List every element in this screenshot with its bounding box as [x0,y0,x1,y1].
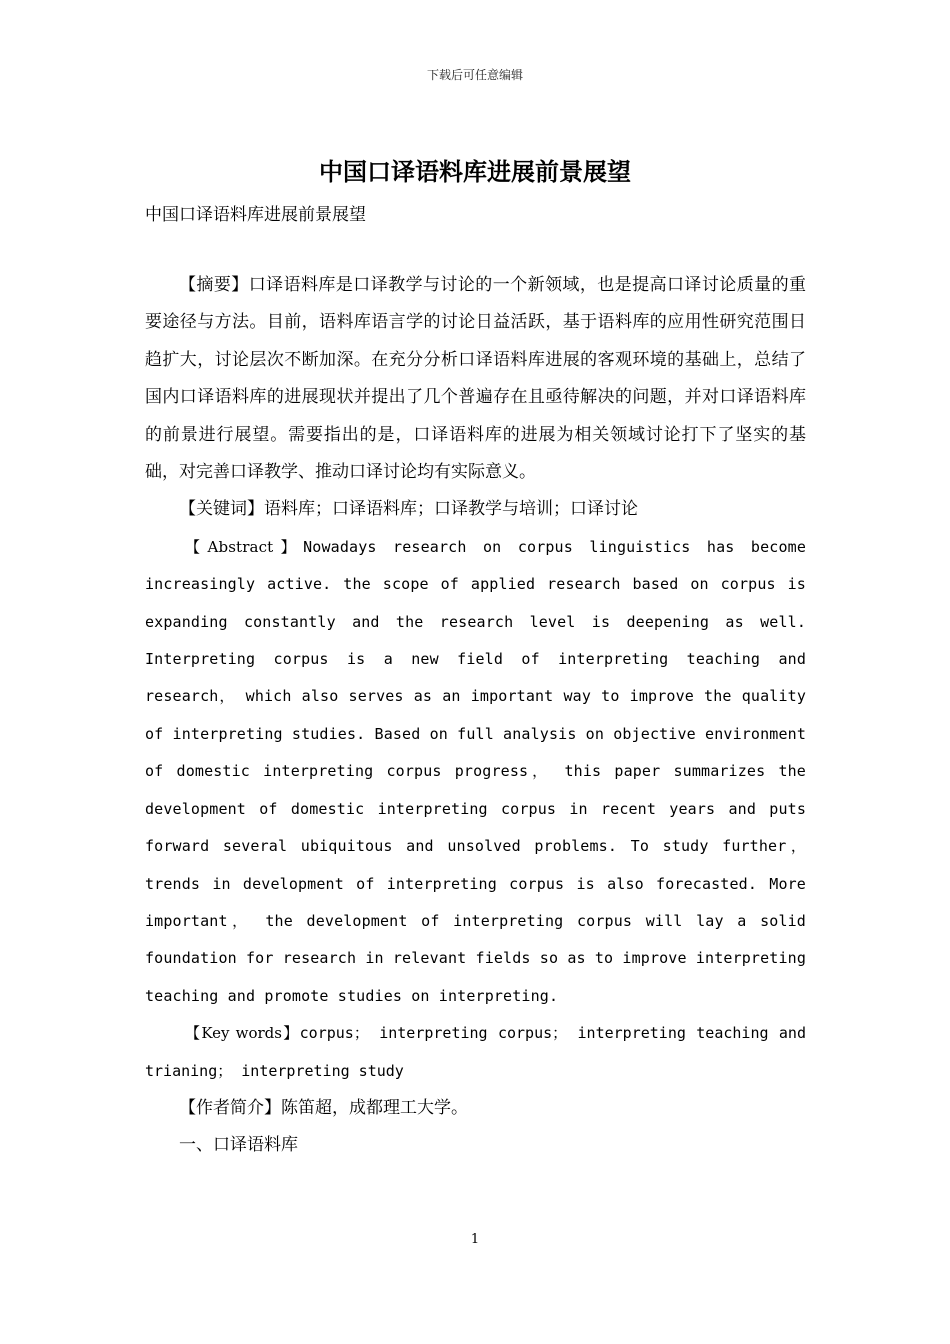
abstract-en [145,529,806,1015]
abstract-en-label: 【Abstract】 [185,537,304,556]
keywords-en [145,1015,806,1090]
author-info [145,1090,806,1127]
page-number: 1 [470,1232,480,1247]
keywords-en-text: corpus； interpreting corpus； interpreting teaching and trianing； interpreting study [145,1024,806,1080]
author-label: 【作者简介】 [179,1097,281,1118]
keywords-zh-label: 【关键词】 [179,499,264,520]
keywords-zh-text: 语料库；口译语料库；口译教学与培训；口译讨论 [264,499,638,520]
section-heading: 一、口译语料库 [179,1135,298,1156]
document-subtitle: 中国口译语料库进展前景展望 [145,205,366,225]
abstract-en-text: Nowadays research on corpus linguistics has become increasingly active. the scope of applied research based on corpus is expanding constantly and the research level is deepening as well. Interpreting corpus is a new field of interpreting teaching and research， which also serves as an important way to improve the quality of interpreting studies. Based on full analysis on objective environment of domestic interpreting corpus progress， this paper summarizes the development of domestic interpreting corpus in recent years and puts forward several ubiquitous and unsolved problems. To study further， trends in development of interpreting corpus is also forecasted. More important， the development of interpreting corpus will lay a solid foundation for research in relevant fields so as to improve interpreting teaching and promote studies on interpreting. [145,537,807,1005]
abstract-zh-label: 【摘要】 [179,275,249,295]
abstract-zh-text: 口译语料库是口译教学与讨论的一个新领域，也是提高口译讨论质量的重要途径与方法。目前，语料库语言学的讨论日益活跃，基于语料库的应用性研究范围日趋扩大，讨论层次不断加深。在充分分析口译语料库进展的客观环境的基础上，总结了国内口译语料库的进展现状并提出了几个普遍存在且亟待解决的问题，并对口译语料库的前景进行展望。需要指出的是，口译语料库的进展为相关领域讨论打下了坚实的基础，对完善口译教学、推动口译讨论均有实际意义。 [145,275,807,483]
abstract-zh [145,267,806,491]
header-note: 下载后可任意编辑 [426,68,523,82]
author-text: 陈笛超，成都理工大学。 [281,1097,468,1118]
document-body [145,267,806,1165]
document-title: 中国口译语料库进展前景展望 [319,157,631,186]
keywords-zh [145,491,806,528]
keywords-en-label: 【Key words】 [185,1024,300,1043]
